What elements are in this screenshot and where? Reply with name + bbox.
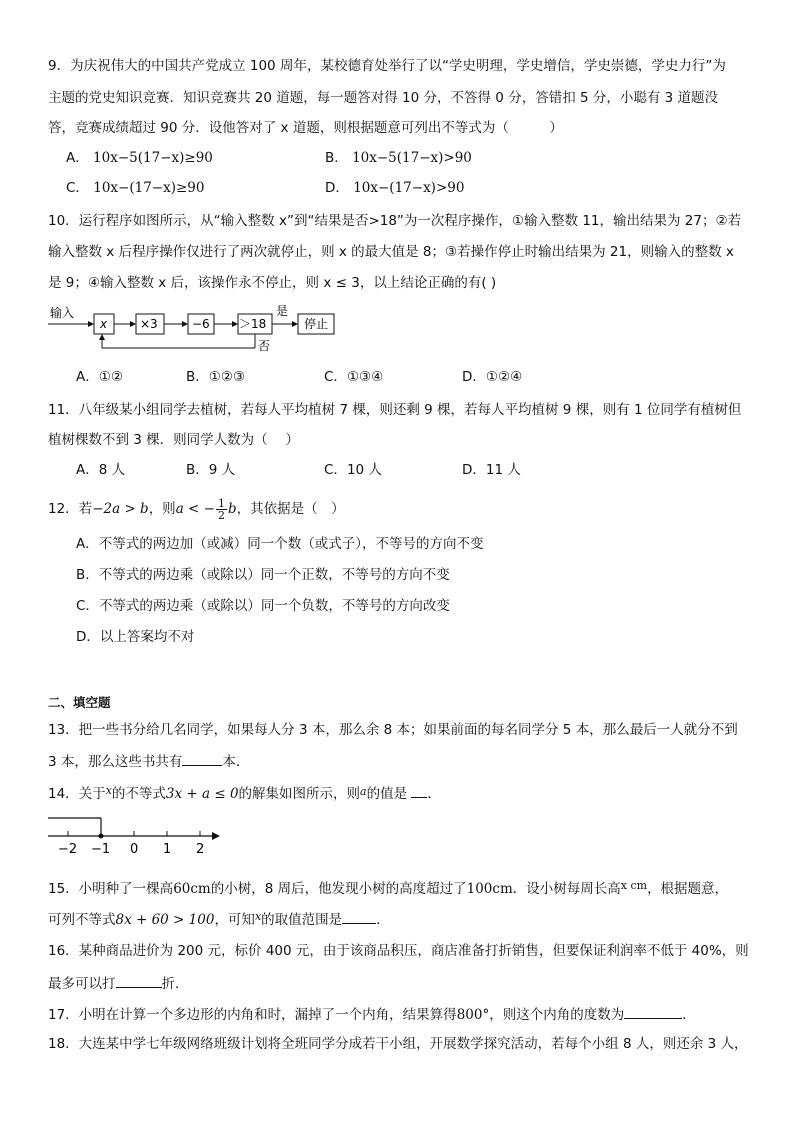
q13-line-1: 13．把一些书分给几名同学，如果每人分 3 本，那么余 8 本；如果前面的每名同学分 5 本，那么最后一人就分不到 xyxy=(48,722,738,738)
q17-answer-blank xyxy=(624,1004,682,1019)
q10-line-1: 10．运行程序如图所示，从“输入整数 x”到“结果是否>18”为一次程序操作，①输入整数 11，输出结果为 27；②若 xyxy=(48,213,742,229)
q12-fraction: $\frac{1}{2}$ xyxy=(217,496,225,522)
q11-line-2: 植树棵数不到 3 棵．则同学人数为（ ） xyxy=(48,432,299,448)
q15-line-1: 15．小明种了一棵高60cm的小树，8 周后，他发现小树的高度超过了100cm．设小树每周长高$^{x cm}$，根据题意， xyxy=(48,879,729,897)
q13-answer-blank xyxy=(182,751,222,766)
q17-line-1: 17．小明在计算一个多边形的内角和时，漏掉了一个内角，结果算得800°，则这个内角的度数为 ． xyxy=(48,1004,696,1024)
q10-flowchart xyxy=(44,302,344,362)
q10-option-c: C．①③④ xyxy=(324,369,384,385)
q16-line-2: 最多可以打 折． xyxy=(48,973,189,993)
tick-label-1: 1 xyxy=(163,842,172,856)
q10-option-a: A．①② xyxy=(76,369,123,385)
q15-answer-blank xyxy=(342,909,376,924)
q10-option-b: B．①②③ xyxy=(186,369,246,385)
q9-option-b: B． 10x−5(17−x)>90 xyxy=(325,150,472,166)
flow-input-label: 输入 xyxy=(50,306,75,320)
tick-label-0: 0 xyxy=(130,842,139,856)
q14-answer-blank xyxy=(411,783,427,798)
q12-option-a: A．不等式的两边加（或减）同一个数（或式子），不等号的方向不变 xyxy=(76,536,484,552)
q12-option-d: D．以上答案均不对 xyxy=(76,629,195,645)
flow-box-times3-text: ×3 xyxy=(140,317,158,331)
q13-line-2: 3 本，那么这些书共有 本． xyxy=(48,751,249,771)
q11-option-a: A．8 人 xyxy=(76,462,126,478)
section-heading-fill-in: 二、填空题 xyxy=(48,695,111,710)
q9-option-c: C． 10x−(17−x)≥90 xyxy=(66,180,205,196)
q14-line: 14．关于$^x$的不等式3x + a ≤ 0的解集如图所示，则$^a$的值是 ． xyxy=(48,784,441,802)
q16-answer-blank xyxy=(116,973,162,988)
q16-line-1: 16．某种商品进价为 200 元，标价 400 元，由于该商品积压，商店准备打折销售，但要保证利润率不低于 40%，则 xyxy=(48,943,749,959)
q14-number-line xyxy=(46,812,226,856)
q9-line-3: 答，竞赛成绩超过 90 分．设他答对了 x 道题，则根据题意可列出不等式为（ ） xyxy=(48,120,563,136)
flow-box-x-text: x xyxy=(100,317,108,331)
flow-box-gt18-text: ＞18 xyxy=(239,317,267,331)
q9-option-d: D． 10x−(17−x)>90 xyxy=(325,180,465,196)
q11-option-c: C．10 人 xyxy=(324,462,382,478)
q9-line-2: 主题的党史知识竞赛．知识竞赛共 20 道题，每一题答对得 10 分，不答得 0 分，答错扣 5 分，小聪有 3 道题没 xyxy=(48,90,719,106)
q15-line-2: 可列不等式8x + 60 > 100，可知$^x$的取值范围是 ． xyxy=(48,910,390,928)
q11-option-d: D．11 人 xyxy=(462,462,521,478)
q12-stem: 12．若−2a > b，则a < − $\frac{1}{2}$ b，其依据是（ ） xyxy=(48,496,345,522)
q11-line-1: 11．八年级某小组同学去植树，若每人平均植树 7 棵，则还剩 9 棵，若每人平均植树 9 棵，则有 1 位同学有植树但 xyxy=(48,402,742,418)
q11-option-b: B．9 人 xyxy=(186,462,236,478)
q9-line-1: 9．为庆祝伟大的中国共产党成立 100 周年，某校德育处举行了以“学史明理，学史增信，学史崇德，学史力行”为 xyxy=(48,58,726,74)
q10-line-2: 输入整数 x 后程序操作仅进行了两次就停止，则 x 的最大值是 8；③若操作停止时输出结果为 21，则输入的整数 x xyxy=(48,244,734,260)
flow-box-minus6-text: −6 xyxy=(192,317,210,331)
q18-line-1: 18．大连某中学七年级网络班级计划将全班同学分成若干小组，开展数学探究活动，若每个小组 8 人，则还余 3 人， xyxy=(48,1036,748,1052)
tick-label-neg2: −2 xyxy=(58,842,78,856)
q10-line-3: 是 9；④输入整数 x 后，该操作永不停止，则 x ≤ 3，以上结论正确的有( ) xyxy=(48,275,497,291)
tick-label-2: 2 xyxy=(196,842,205,856)
q12-option-b: B．不等式的两边乘（或除以）同一个正数，不等号的方向不变 xyxy=(76,567,450,583)
flow-no-label: 否 xyxy=(258,339,271,353)
q10-option-d: D．①②④ xyxy=(462,369,523,385)
flow-box-stop-text: 停止 xyxy=(304,317,329,331)
flow-yes-label: 是 xyxy=(276,304,289,318)
tick-label-neg1: −1 xyxy=(91,842,111,856)
q12-option-c: C．不等式的两边乘（或除以）同一个负数，不等号的方向改变 xyxy=(76,598,450,614)
q9-option-a: A． 10x−5(17−x)≥90 xyxy=(66,150,213,166)
